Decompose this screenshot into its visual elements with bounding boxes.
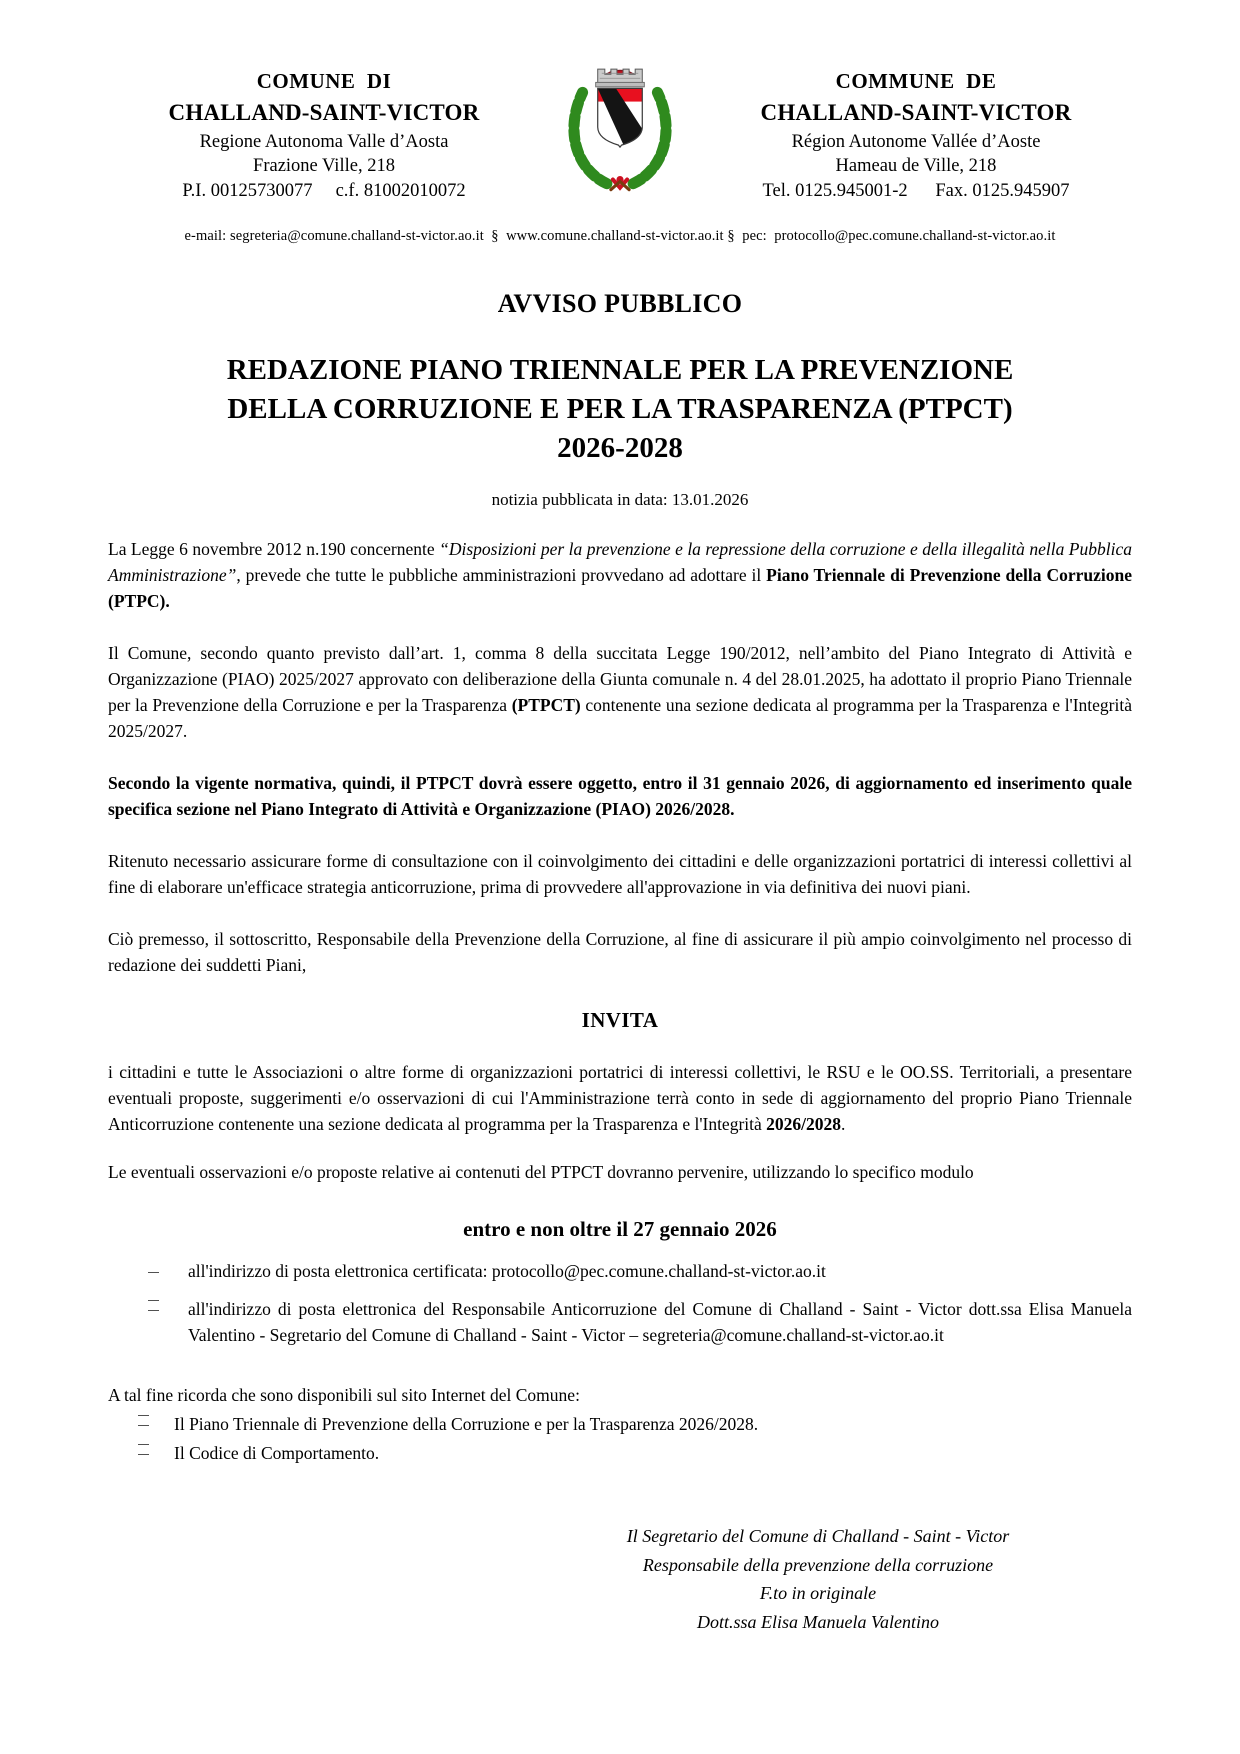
list-bullet-icon — [138, 1444, 152, 1470]
letterhead-french — [700, 56, 1132, 203]
list-item — [108, 1440, 1132, 1466]
fiscal-codes: P.I. 00125730077 c.f. 81002010072 — [182, 180, 466, 201]
coat-of-arms-container — [540, 56, 700, 214]
address-it: Frazione Ville, 218 — [253, 156, 395, 177]
region-fr: Région Autonome Vallée d’Aoste — [791, 132, 1041, 153]
region-it: Regione Autonoma Valle d’Aosta — [199, 132, 449, 153]
commune-label-fr: COMMUNE DE — [835, 69, 997, 93]
paragraph-piao-adoption: Il Comune, secondo quanto previsto dall’art. 1, comma 8 della succitata Legge 190/2012, nell’ambito del Piano Integrato di Attività e Organizzazione (PIAO) 2025/2027 approvato con deliberazione della Giunta comunale n. 4 del 28.01.2025, ha adottato il proprio Piano Triennale per la Prevenzione della Corruzione e per la Trasparenza (PTPCT) contenente una sezione dedicata al programma per la Trasparenza e l'Integrità 2025/2027. — [108, 643, 1132, 741]
letterhead — [108, 56, 1132, 214]
invita-heading: INVITA — [581, 1008, 659, 1032]
signature-original-line: F.to in originale — [759, 1583, 877, 1603]
notice-kicker: AVVISO PUBBLICO — [497, 289, 743, 318]
paragraph-premise: Ciò premesso, il sottoscritto, Responsabile della Prevenzione della Corruzione, al fine di assicurare il più ampio coinvolgimento nel processo di redazione dei suddetti Piani, — [108, 929, 1132, 975]
paragraph-submission-method: Le eventuali osservazioni e/o proposte relative ai contenuti del PTPCT dovranno pervenire, utilizzando lo specifico modulo — [108, 1162, 974, 1182]
deadline-line: entro e non oltre il 27 gennaio 2026 — [463, 1217, 777, 1241]
publication-date-line: notizia pubblicata in data: 13.01.2026 — [491, 490, 749, 509]
code-of-conduct-item: Il Codice di Comportamento. — [174, 1443, 380, 1463]
municipal-coat-of-arms-icon — [544, 56, 696, 214]
ptpct-document-item: Il Piano Triennale di Prevenzione della Corruzione e per la Trasparenza 2026/2028. — [174, 1414, 759, 1434]
paragraph-consultation-need: Ritenuto necessario assicurare forme di consultazione con il coinvolgimento dei cittadini e delle organizzazioni portatrici di interessi collettivi al fine di elaborare un'efficace strategia anticorruzione, prima di provvedere all'approvazione in via definitiva dei nuovi piani. — [108, 851, 1132, 897]
paragraph-invitation: i cittadini e tutte le Associazioni o altre forme di organizzazioni portatrici di interessi collettivi, le RSU e le OO.SS. Territoriali, a presentare eventuali proposte, suggerimenti e/o osservazioni di cui l'Amministrazione terrà conto in sede di aggiornamento del proprio Piano Triennale Anticorruzione contenente una sezione dedicata al programma per la Trasparenza e l'Integrità 2026/2028. — [108, 1062, 1132, 1134]
phone-fax: Tel. 0125.945001-2 Fax. 0125.945907 — [762, 180, 1070, 201]
commune-label-it: COMUNE DI — [256, 69, 392, 93]
signature-block — [568, 1522, 1068, 1636]
notice-title-line-3: 2026-2028 — [557, 432, 683, 464]
notice-title-line-2: DELLA CORRUZIONE E PER LA TRASPARENZA (PTPCT) — [227, 393, 1013, 425]
pec-address-item: all'indirizzo di posta elettronica certificata: protocollo@pec.comune.challand-st-victor.ao.it — [188, 1261, 826, 1281]
list-bullet-icon — [148, 1262, 162, 1288]
address-fr: Hameau de Ville, 218 — [835, 156, 997, 177]
letterhead-italian — [108, 56, 540, 203]
signature-responsibility-line: Responsabile della prevenzione della corruzione — [642, 1554, 994, 1575]
submission-address-list — [108, 1258, 1132, 1348]
responsible-address-item: all'indirizzo di posta elettronica del Responsabile Anticorruzione del Comune di Challand - Saint - Victor dott.ssa Elisa Manuela Valentino - Segretario del Comune di Challand - Saint - Victor – segreteria@comune.challand-st-victor.ao.it — [188, 1299, 1132, 1345]
commune-name-fr: CHALLAND-SAINT-VICTOR — [760, 99, 1072, 125]
list-bullet-icon — [148, 1300, 162, 1352]
shield — [598, 88, 643, 147]
signature-role-line: Il Segretario del Comune di Challand - Saint - Victor — [626, 1526, 1010, 1546]
signature-name-line: Dott.ssa Elisa Manuela Valentino — [697, 1611, 939, 1632]
paragraph-law-reference: La Legge 6 novembre 2012 n.190 concernente “Disposizioni per la prevenzione e la repressione della corruzione e della illegalità nella Pubblica Amministrazione”, prevede che tutte le pubbliche amministrazioni provvedano ad adottare il Piano Triennale di Prevenzione della Corruzione (PTPC). — [108, 539, 1132, 611]
site-availability-intro: A tal fine ricorda che sono disponibili sul sito Internet del Comune: — [108, 1385, 580, 1405]
list-item — [108, 1258, 1132, 1284]
list-item — [108, 1411, 1132, 1437]
list-bullet-icon — [138, 1415, 152, 1441]
commune-name-it: CHALLAND-SAINT-VICTOR — [168, 99, 480, 125]
notice-title-line-1: REDAZIONE PIANO TRIENNALE PER LA PREVENZIONE — [226, 354, 1014, 386]
available-documents-list — [108, 1411, 1132, 1466]
list-item — [108, 1296, 1132, 1348]
mural-crown — [596, 69, 645, 87]
notice-title — [108, 351, 1132, 468]
contact-line: e-mail: segreteria@comune.challand-st-victor.ao.it § www.comune.challand-st-victor.ao.it § pec: protocollo@pec.comune.challand-st-victor.ao.it — [184, 228, 1056, 244]
paragraph-update-obligation: Secondo la vigente normativa, quindi, il PTPCT dovrà essere oggetto, entro il 31 gennaio 2026, di aggiornamento ed inserimento quale specifica sezione nel Piano Integrato di Attività e Organizzazione (PIAO) 2026/2028. — [108, 773, 1132, 819]
